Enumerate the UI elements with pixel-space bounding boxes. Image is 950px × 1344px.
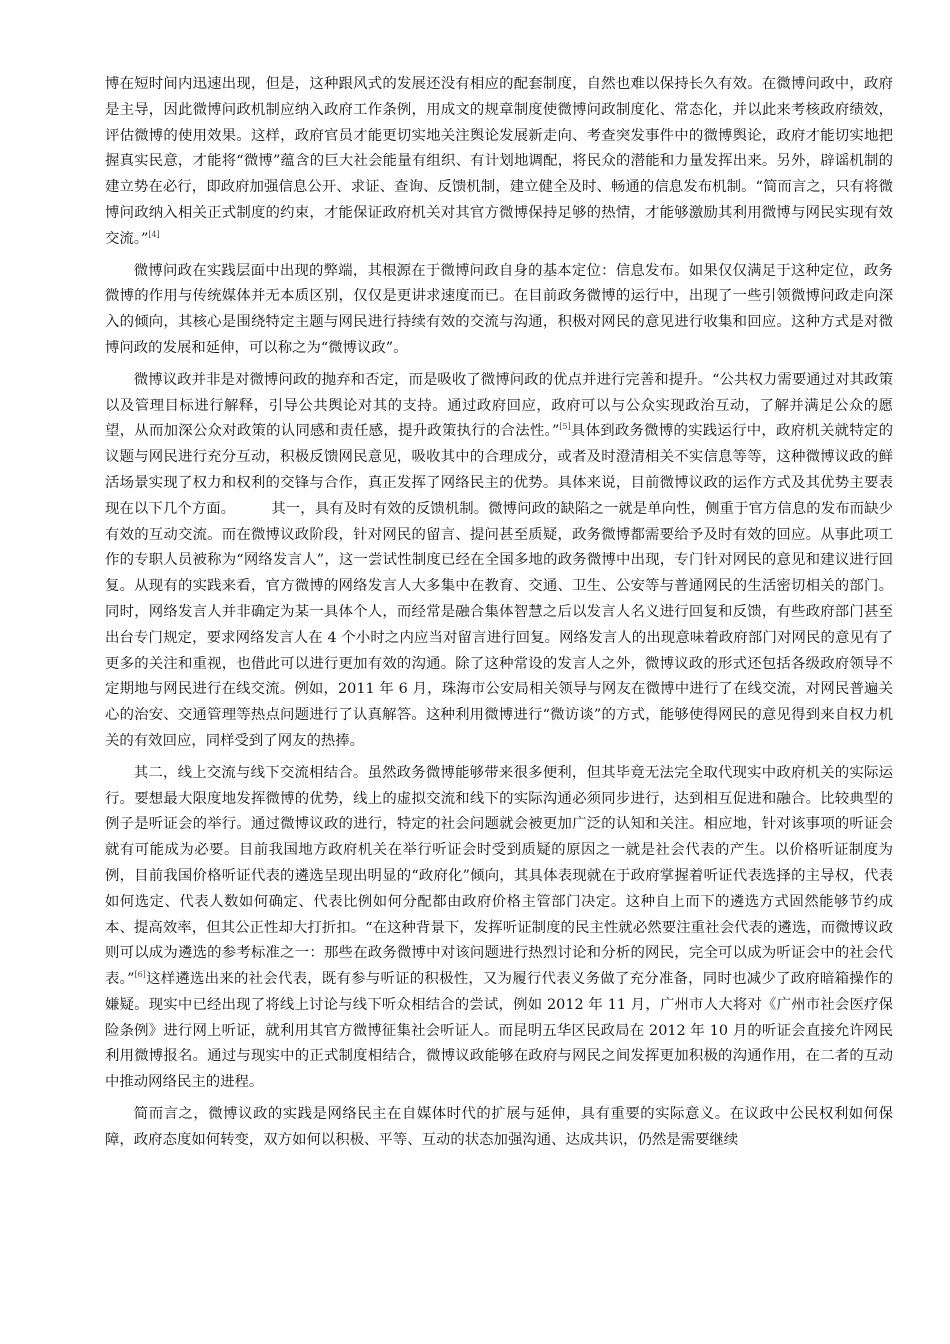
paragraph-text: 其二，线上交流与线下交流相结合。虽然政务微博能够带来很多便利，但其毕竟无法完全取代现实中政府机关的实际运行。要想最大限度地发挥微博的优势，线上的虚拟交流和线下的实际沟通必须同步进行，达到相互促进和融合。比较典型的例子是听证会的举行。通过微博议政的进行，特定的社会问题就会被更加广泛的认知和关注。相应地，针对该事项的听证会就有可能成为必要。目前我国地方政府机关在举行听证会时受到质疑的原因之一就是社会代表的产生。以价格听证制度为例，目前我国价格听证代表的遴选呈现出明显的“政府化”倾向，其具体表现就在于政府掌握着听证代表选择的主导权，代表如何选定、代表人数如何确定、代表比例如何分配都由政府价格主管部门决定。这种自上而下的遴选方式固然能够节约成本、提高效率，但其公正性却大打折扣。“在这种背景下，发挥听证制度的民主性就必然要注重社会代表的遴选，而微博议政则可以成为遴选的参考标准之一：那些在政务微博中对该问题进行热烈讨论和分析的网民，完全可以成为听证会中的社会代表。” — [105, 764, 893, 988]
paragraph-text: 博在短时间内迅速出现，但是，这种跟风式的发展还没有相应的配套制度，自然也难以保持长久有效。在微博问政中，政府是主导，因此微博问政机制应纳入政府工作条例，用成文的规章制度使微博问政制度化、常态化，并以此来考核政府绩效，评估微博的使用效果。这样，政府官员才能更切实地关注舆论发展新走向、考查突发事件中的微博舆论，政府才能切实地把握真实民意，才能将“微博”蕴含的巨大社会能量有组织、有计划地调配，将民众的潜能和力量发挥出来。另外，辟谣机制的建立势在必行，即政府加强信息公开、求证、查询、反馈机制，建立健全及时、畅通的信息发布机制。“简而言之，只有将微博问政纳入相关正式制度的约束，才能保证政府机关对其官方微博保持足够的热情，才能够激励其利用微博与网民实现有效交流。” — [105, 76, 893, 247]
document-body — [105, 72, 893, 1160]
paragraph-text: 微博问政在实践层面中出现的弊端，其根源在于微博问政自身的基本定位：信息发布。如果仅仅满足于这种定位，政务微博的作用与传统媒体并无本质区别，仅仅是更讲求速度而已。在目前政务微博的运行中，出现了一些引领微博问政走向深入的倾向，其核心是围绕特定主题与网民进行持续有效的交流与沟通，积极对网民的意见进行收集和回应。这种方式是对微博问政的发展和延伸，可以称之为“微博议政”。 — [105, 262, 893, 356]
paragraph-text: 具体到政务微博的实践运行中，政府机关就特定的议题与网民进行充分互动，积极反馈网民意见，吸收其中的合理成分，或者及时澄清相关不实信息等等，这种微博议政的鲜活场景实现了权力和权利的交锋与合作，真正发挥了网络民主的优势。具体来说，目前微博议政的运作方式及其优势主要表现在以下几个方面。 其一，具有及时有效的反馈机制。微博问政的缺陷之一就是单向性，侧重于官方信息的发布而缺少有效的互动交流。而在微博议政阶段，针对网民的留言、提问甚至质疑，政务微博都需要给予及时有效的回应。从事此项工作的专职人员被称为“网络发言人”，这一尝试性制度已经在全国多地的政务微博中出现，专门针对网民的意见和建议进行回复。从现有的实践来看，官方微博的网络发言人大多集中在教育、交通、卫生、公安等与普通网民的生活密切相关的部门。同时，网络发言人并非确定为某一具体个人，而经常是融合集体智慧之后以发言人名义进行回复和反馈，有些政府部门甚至出台专门规定，要求网络发言人在 4 个小时之内应当对留言进行回复。网络发言人的出现意味着政府部门对网民的意见有了更多的关注和重视，也借此可以进行更加有效的沟通。除了这种常设的发言人之外，微博议政的形式还包括各级政府领导不定期地与网民进行在线交流。例如，2011 年 6 月，珠海市公安局相关领导与网友在微博中进行了在线交流，对网民普遍关心的治安、交通管理等热点问题进行了认真解答。这种利用微博进行“微访谈”的方式，能够使得网民的意见得到来自权力机关的有效回应，同样受到了网友的热捧。 — [105, 423, 893, 749]
paragraph-text: 这样遴选出来的社会代表，既有参与听证的积极性，又为履行代表义务做了充分准备，同时也减少了政府暗箱操作的嫌疑。现实中已经出现了将线上讨论与线下听众相结合的尝试，例如 2012 年 11 月，广州市人大将对《广州市社会医疗保险条例》进行网上听证，就利用其官方微博征集社会听证人。而昆明五华区民政局在 2012 年 10 月的听证会直接允许网民利用微博报名。通过与现实中的正式制度相结合，微博议政能够在政府与网民之间发挥更加积极的沟通作用，在二者的互动中推动网络民主的进程。 — [105, 971, 893, 1091]
citation-ref: [4] — [148, 229, 160, 239]
paragraph-1 — [105, 72, 893, 253]
paragraph-text: 简而言之，微博议政的实践是网络民主在自媒体时代的扩展与延伸，具有重要的实际意义。在议政中公民权利如何保障，政府态度如何转变，双方如何以积极、平等、互动的状态加强沟通、达成共识，仍然是需要继续 — [105, 1106, 893, 1148]
paragraph-3 — [105, 368, 893, 755]
paragraph-text: 微博议政并非是对微博问政的抛弃和否定，而是吸收了微博问政的优点并进行完善和提升。“公共权力需要通过对其政策以及管理目标进行解释，引导公共舆论对其的支持。通过政府回应，政府可以与公众实现政治互动，了解并满足公众的愿望，从而加深公众对政策的认同感和责任感，提升政策执行的合法性。” — [105, 371, 893, 440]
citation-ref: [5] — [559, 422, 571, 432]
paragraph-5 — [105, 1102, 893, 1154]
paragraph-2 — [105, 259, 893, 362]
citation-ref: [6] — [134, 970, 146, 980]
paragraph-4 — [105, 761, 893, 1096]
